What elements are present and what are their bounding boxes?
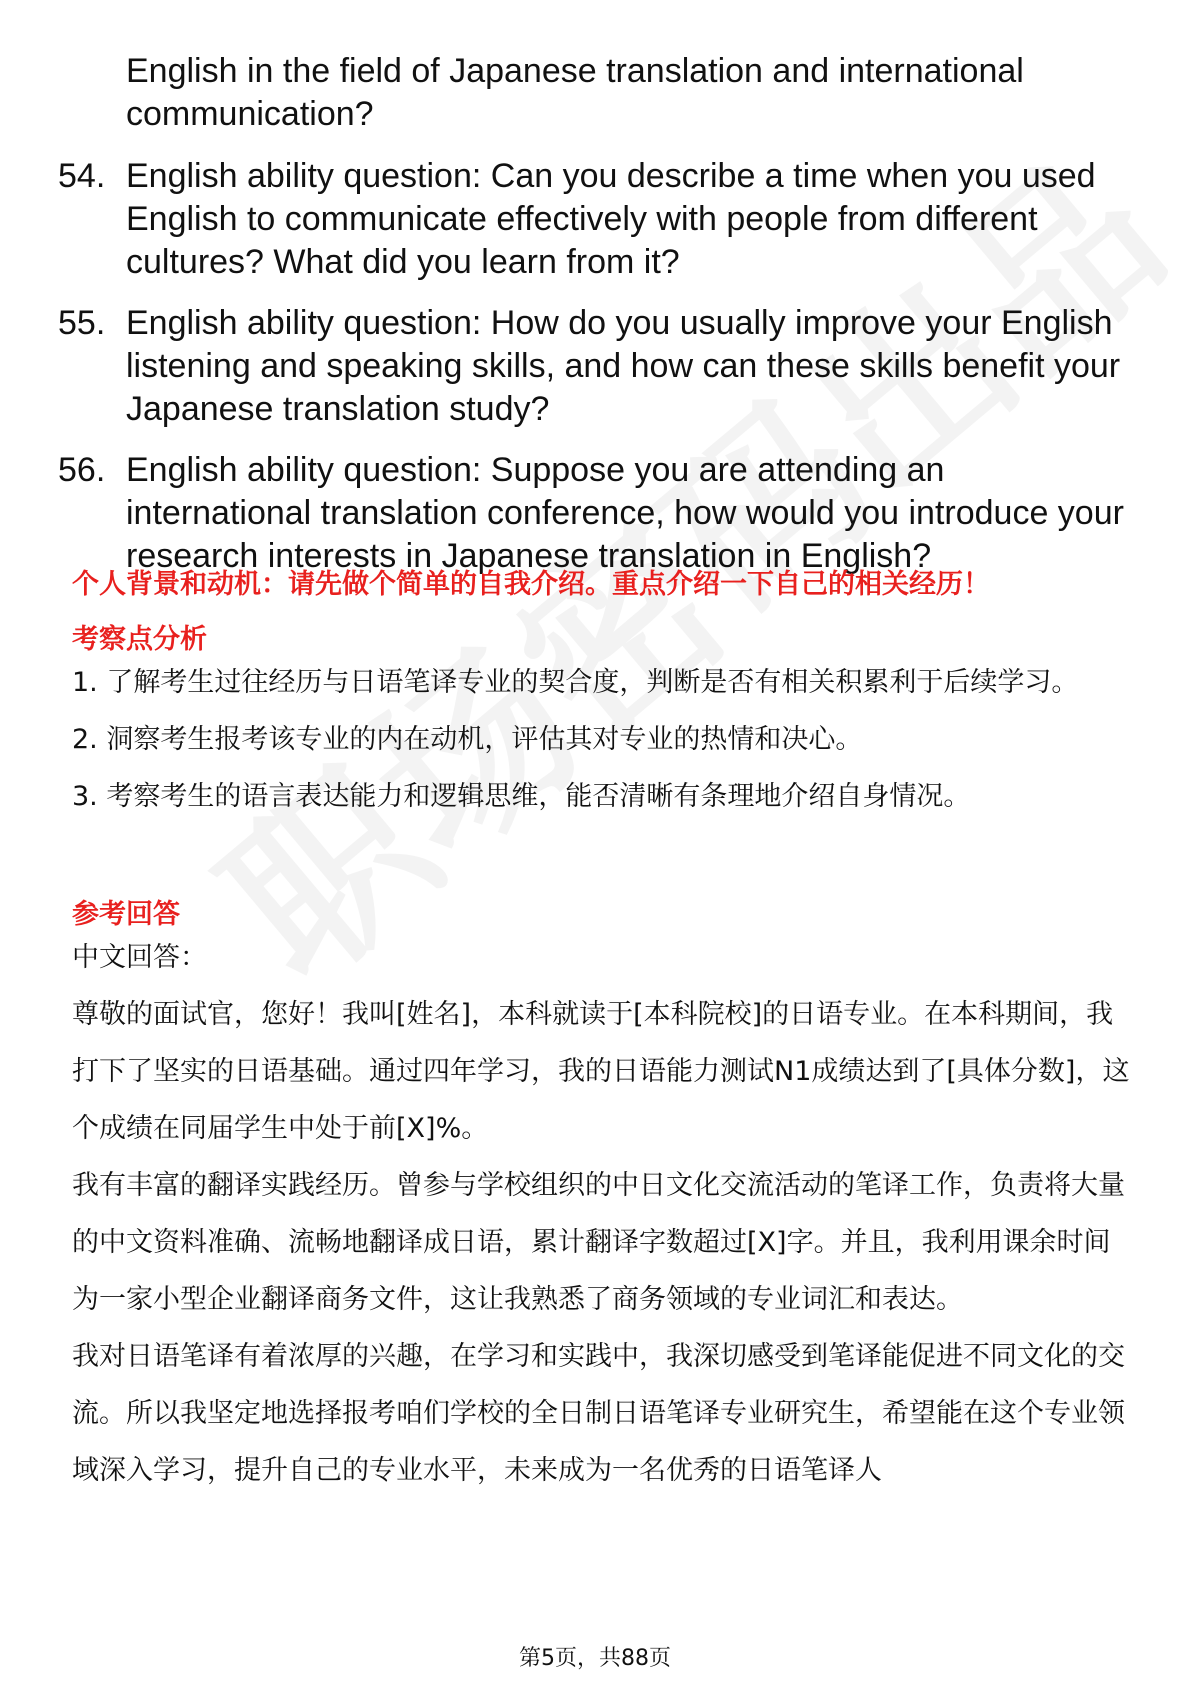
question-number: 54. — [58, 157, 106, 195]
question-55 — [58, 302, 1138, 431]
analysis-point: 2. 洞察考生报考该专业的内在动机，评估其对专业的热情和决心。 — [72, 724, 863, 755]
answer-label: 中文回答： — [72, 942, 207, 973]
question-number: 55. — [58, 304, 106, 342]
analysis-heading: 考察点分析 — [72, 624, 207, 655]
question-text: English ability question: Can you describe a time when you used English to communicate effectively with people from different cultures? What did you learn from it? — [126, 157, 1096, 281]
analysis-points — [72, 654, 1132, 825]
analysis-point: 3. 考察考生的语言表达能力和逻辑思维，能否清晰有条理地介绍自身情况。 — [72, 781, 971, 812]
answer-heading: 参考回答 — [72, 899, 180, 930]
analysis-point: 1. 了解考生过往经历与日语笔译专业的契合度，判断是否有相关积累利于后续学习。 — [72, 667, 1079, 698]
question-text: English ability question: Suppose you are attending an international translation conference, how would you introduce your research interests in Japanese translation in English? — [126, 451, 1124, 575]
question-continuation: English in the field of Japanese translation and international communication? — [126, 52, 1024, 133]
section-title: 个人背景和动机：请先做个简单的自我介绍。重点介绍一下自己的相关经历！ — [72, 569, 990, 600]
answer-paragraph: 我有丰富的翻译实践经历。曾参与学校组织的中日文化交流活动的笔译工作，负责将大量的中文资料准确、流畅地翻译成日语，累计翻译字数超过[X]字。并且，我利用课余时间为一家小型企业翻译商务文件，这让我熟悉了商务领域的专业词汇和表达。 — [72, 1170, 1125, 1315]
question-56 — [58, 449, 1138, 578]
answer-paragraph: 我对日语笔译有着浓厚的兴趣，在学习和实践中，我深切感受到笔译能促进不同文化的交流。所以我坚定地选择报考咱们学校的全日制日语笔译专业研究生，希望能在这个专业领域深入学习，提升自己的专业水平，未来成为一名优秀的日语笔译人 — [72, 1341, 1125, 1486]
answer-paragraph: 尊敬的面试官，您好！我叫[姓名]，本科就读于[本科院校]的日语专业。在本科期间，我打下了坚实的日语基础。通过四年学习，我的日语能力测试N1成绩达到了[具体分数]，这个成绩在同届学生中处于前[X]%。 — [72, 999, 1130, 1144]
question-text: English ability question: How do you usually improve your English listening and speaking skills, and how can these skills benefit your Japanese translation study? — [126, 304, 1121, 428]
answer-body — [72, 929, 1132, 1499]
question-number: 56. — [58, 451, 106, 489]
page-footer: 第5页，共88页 — [519, 1646, 671, 1671]
question-54 — [58, 155, 1138, 284]
question-list — [58, 155, 1138, 596]
